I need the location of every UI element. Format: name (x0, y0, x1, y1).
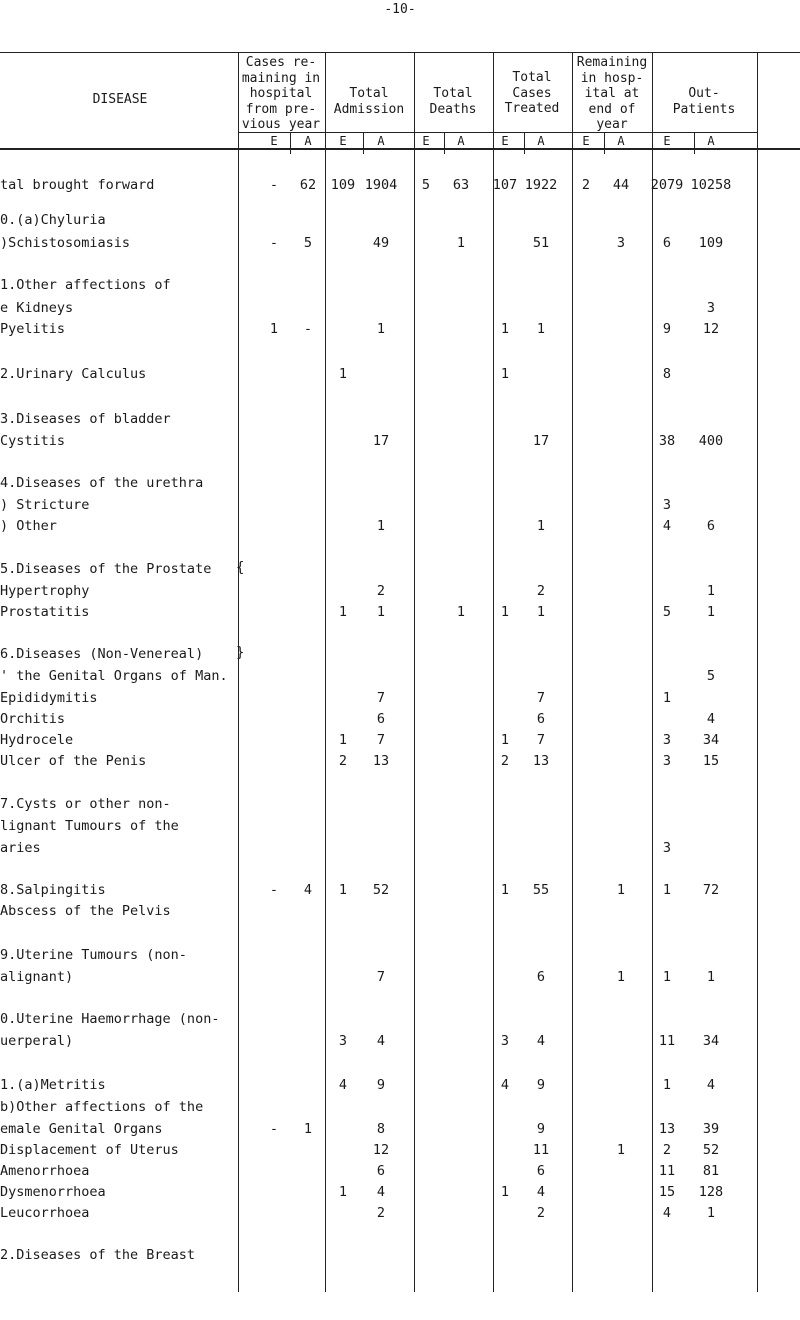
cell-value: 7 (536, 732, 546, 748)
cell-value: 6 (376, 711, 386, 727)
cell-value: 2 (536, 1205, 546, 1221)
cell-value: 12 (372, 1142, 390, 1158)
cell-value: 1 (376, 321, 386, 337)
cell-value: 3 (616, 235, 626, 251)
cell-value: 1 (662, 690, 672, 706)
row-label: Ulcer of the Penis (0, 753, 147, 769)
cell-value: 6 (536, 1163, 546, 1179)
row-label: 7.Cysts or other non- (0, 796, 171, 812)
row-label: 6.Diseases (Non-Venereal) (0, 646, 204, 662)
row-label: ) Other (0, 518, 57, 534)
cell-value: 1 (338, 604, 348, 620)
row-label: 4.Diseases of the urethra (0, 475, 204, 491)
header-line: Total (433, 86, 473, 101)
cell-value: - (269, 177, 279, 193)
subcolumn-line (524, 132, 525, 154)
cell-value: 4 (376, 1033, 386, 1049)
cell-value: 15 (658, 1184, 676, 1200)
header-line: Patients (672, 101, 736, 117)
subheader-a: A (617, 134, 625, 148)
cell-value: 13 (532, 753, 550, 769)
cell-value: 1 (338, 732, 348, 748)
row-label: 3.Diseases of bladder (0, 411, 171, 427)
cell-value: 55 (532, 882, 550, 898)
cell-value: 2 (376, 583, 386, 599)
column-line (493, 52, 494, 1292)
row-label: 1.(a)Metritis (0, 1077, 106, 1093)
cell-value: 107 (492, 177, 518, 193)
column-line (414, 52, 415, 1292)
row-label: )Schistosomiasis (0, 235, 131, 251)
cell-value: 1 (706, 1205, 716, 1221)
cell-value: 1 (662, 969, 672, 985)
cell-value: 1 (536, 321, 546, 337)
cell-value: 7 (536, 690, 546, 706)
cell-value: 52 (702, 1142, 720, 1158)
cell-value: 11 (658, 1033, 676, 1049)
cell-value: 109 (330, 177, 356, 193)
cell-value: 1 (456, 604, 466, 620)
row-label: Orchitis (0, 711, 66, 727)
cell-value: 6 (536, 711, 546, 727)
subheader-e: E (422, 134, 430, 148)
cell-value: 6 (706, 518, 716, 534)
header-line: Out- (688, 86, 720, 101)
row-label: alignant) (0, 969, 74, 985)
cell-value: 4 (338, 1077, 348, 1093)
cell-value: 38 (658, 433, 676, 449)
cell-value: 7 (376, 690, 386, 706)
row-label: Abscess of the Pelvis (0, 903, 171, 919)
cell-value: 4 (500, 1077, 510, 1093)
cell-value: 2 (338, 753, 348, 769)
cell-value: 1 (662, 1077, 672, 1093)
cell-value: 6 (662, 235, 672, 251)
cell-value: 9 (536, 1121, 546, 1137)
cell-value: 6 (376, 1163, 386, 1179)
cell-value: 1 (706, 969, 716, 985)
row-label: 2.Diseases of the Breast (0, 1247, 196, 1263)
cell-value: 1 (500, 882, 510, 898)
cell-value: 4 (662, 1205, 672, 1221)
cell-value: 1 (706, 583, 716, 599)
cell-value: 1 (338, 882, 348, 898)
header-line: maining in (241, 70, 321, 86)
cell-value: 1 (303, 1121, 313, 1137)
header-line: Total (349, 86, 389, 101)
header-line: from pre- (245, 101, 317, 117)
cell-value: 4 (536, 1184, 546, 1200)
row-label: e Kidneys (0, 300, 74, 316)
cell-value: 1 (616, 1142, 626, 1158)
row-label: Displacement of Uterus (0, 1142, 179, 1158)
row-label: Hypertrophy (0, 583, 90, 599)
cell-value: 5 (706, 668, 716, 684)
cell-value: 7 (376, 732, 386, 748)
cell-value: 1 (338, 1184, 348, 1200)
row-label: 0.Uterine Haemorrhage (non- (0, 1011, 220, 1027)
subheader-a: A (537, 134, 545, 148)
cell-value: 15 (702, 753, 720, 769)
bracket-mark: } (236, 645, 245, 661)
cell-value: 81 (702, 1163, 720, 1179)
row-label: 9.Uterine Tumours (non- (0, 947, 187, 963)
cell-value: - (269, 235, 279, 251)
header-line: Total (512, 70, 552, 85)
row-label: uerperal) (0, 1033, 74, 1049)
cell-value: 3 (662, 753, 672, 769)
header-line: Deaths (429, 101, 477, 117)
bracket-mark: { (236, 560, 245, 576)
cell-value: 4 (706, 1077, 716, 1093)
header-out-patients (649, 86, 759, 117)
cell-value: 1922 (524, 177, 558, 193)
cell-value: 9 (376, 1077, 386, 1093)
row-label: ' the Genital Organs of Man. (0, 668, 228, 684)
subheader-a: A (457, 134, 465, 148)
cell-value: 17 (372, 433, 390, 449)
cell-value: 11 (532, 1142, 550, 1158)
cell-value: 5 (662, 604, 672, 620)
cell-value: - (269, 882, 279, 898)
cell-value: 34 (702, 1033, 720, 1049)
subcolumn-line (363, 132, 364, 154)
cell-value: 1 (500, 604, 510, 620)
cell-value: 2 (536, 583, 546, 599)
cell-value: 44 (612, 177, 630, 193)
cell-value: 6 (536, 969, 546, 985)
subheader-a: A (304, 134, 312, 148)
cell-value: 4 (376, 1184, 386, 1200)
cell-value: 1 (269, 321, 279, 337)
cell-value: 3 (662, 840, 672, 856)
cell-value: 4 (303, 882, 313, 898)
cell-value: 4 (706, 711, 716, 727)
row-label: b)Other affections of the (0, 1099, 204, 1115)
column-line (757, 52, 758, 1292)
header-line: hospital (249, 86, 313, 101)
cell-value: 1 (500, 1184, 510, 1200)
row-label: Amenorrhoea (0, 1163, 90, 1179)
cell-value: 8 (662, 366, 672, 382)
table-top-rule (0, 52, 800, 53)
cell-value: 34 (702, 732, 720, 748)
cell-value: 17 (532, 433, 550, 449)
cell-value: 4 (662, 518, 672, 534)
cell-value: 3 (706, 300, 716, 316)
cell-value: 400 (698, 433, 724, 449)
row-label: lignant Tumours of the (0, 818, 179, 834)
row-label: aries (0, 840, 41, 856)
cell-value: 2 (500, 753, 510, 769)
cell-value: 1 (616, 969, 626, 985)
cell-value: 1 (500, 366, 510, 382)
cell-value: 10258 (690, 177, 732, 193)
column-line (238, 52, 239, 1292)
cell-value: 1 (706, 604, 716, 620)
cell-value: 1 (376, 518, 386, 534)
column-line (572, 52, 573, 1292)
cell-value: 9 (662, 321, 672, 337)
header-line: Cases re- (245, 55, 317, 70)
cell-value: 13 (372, 753, 390, 769)
cell-value: 51 (532, 235, 550, 251)
row-label: Pyelitis (0, 321, 66, 337)
cell-value: - (303, 321, 313, 337)
header-line: Treated (504, 101, 560, 116)
cell-value: 2 (581, 177, 591, 193)
row-label: 2.Urinary Calculus (0, 366, 147, 382)
subcolumn-line (444, 132, 445, 154)
row-label: Hydrocele (0, 732, 74, 748)
cell-value: 62 (299, 177, 317, 193)
cell-value: 1904 (364, 177, 398, 193)
row-label: tal brought forward (0, 177, 155, 193)
subheader-e: E (663, 134, 671, 148)
row-label: 1.Other affections of (0, 277, 171, 293)
cell-value: 2 (662, 1142, 672, 1158)
cell-value: 1 (376, 604, 386, 620)
cell-value: 3 (338, 1033, 348, 1049)
cell-value: 1 (338, 366, 348, 382)
cell-value: 1 (536, 604, 546, 620)
subheader-a: A (707, 134, 715, 148)
row-label: Prostatitis (0, 604, 90, 620)
subheader-e: E (270, 134, 278, 148)
cell-value: 109 (698, 235, 724, 251)
cell-value: 52 (372, 882, 390, 898)
subheader-e: E (501, 134, 509, 148)
subcolumn-line (290, 132, 291, 154)
header-disease: DISEASE (92, 92, 148, 107)
subheader-e: E (582, 134, 590, 148)
header-line: in hosp- (580, 70, 644, 86)
header-line: end of (588, 101, 636, 117)
cell-value: 3 (662, 732, 672, 748)
cell-value: 13 (658, 1121, 676, 1137)
header-line: Cases (512, 85, 552, 101)
cell-value: 2079 (650, 177, 684, 193)
row-label: Leucorrhoea (0, 1205, 90, 1221)
row-label: Epididymitis (0, 690, 98, 706)
cell-value: 72 (702, 882, 720, 898)
cell-value: 1 (536, 518, 546, 534)
cell-value: 11 (658, 1163, 676, 1179)
cell-value: 63 (452, 177, 470, 193)
row-label: 0.(a)Chyluria (0, 212, 106, 228)
cell-value: 2 (376, 1205, 386, 1221)
cell-value: 5 (421, 177, 431, 193)
page-number: -10- (384, 2, 416, 17)
cell-value: 7 (376, 969, 386, 985)
header-line: year (596, 117, 628, 132)
subcolumn-line (694, 132, 695, 154)
cell-value: 1 (500, 321, 510, 337)
cell-value: 8 (376, 1121, 386, 1137)
row-label: 8.Salpingitis (0, 882, 106, 898)
cell-value: 3 (662, 497, 672, 513)
subcolumn-line (604, 132, 605, 154)
row-label: emale Genital Organs (0, 1121, 163, 1137)
row-label: Dysmenorrhoea (0, 1184, 106, 1200)
row-label: Cystitis (0, 433, 66, 449)
subheader-rule (0, 148, 800, 150)
header-line: ital at (584, 86, 640, 101)
cell-value: 1 (500, 732, 510, 748)
cell-value: 128 (698, 1184, 724, 1200)
subheader-e: E (339, 134, 347, 148)
cell-value: 1 (456, 235, 466, 251)
row-label: 5.Diseases of the Prostate (0, 561, 212, 577)
header-line: Admission (333, 101, 405, 117)
cell-value: 12 (702, 321, 720, 337)
cell-value: 4 (536, 1033, 546, 1049)
cell-value: 1 (662, 882, 672, 898)
cell-value: - (269, 1121, 279, 1137)
cell-value: 3 (500, 1033, 510, 1049)
cell-value: 9 (536, 1077, 546, 1093)
row-label: ) Stricture (0, 497, 90, 513)
subheader-a: A (377, 134, 385, 148)
cell-value: 39 (702, 1121, 720, 1137)
header-line: vious year (241, 117, 321, 132)
cell-value: 1 (616, 882, 626, 898)
cell-value: 5 (303, 235, 313, 251)
cell-value: 49 (372, 235, 390, 251)
header-line: Remaining (576, 55, 648, 70)
